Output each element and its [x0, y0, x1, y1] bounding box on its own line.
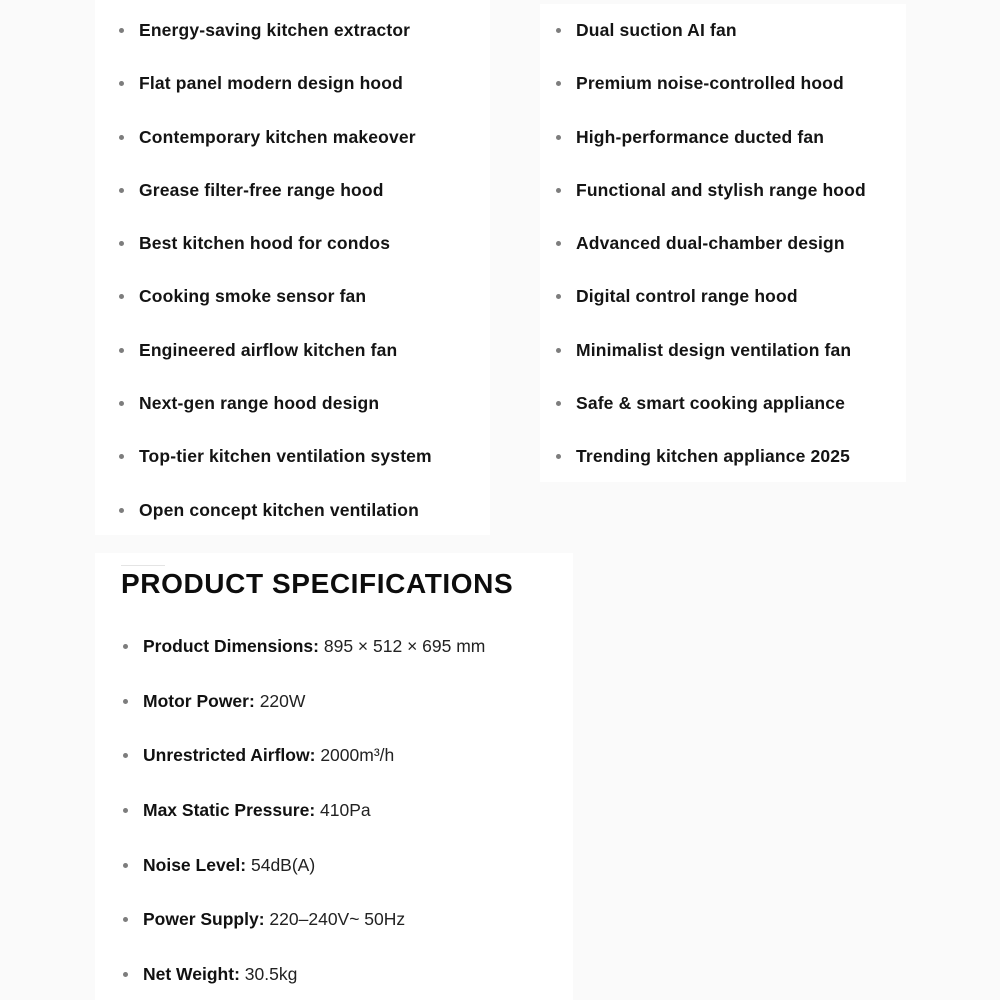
keyword-text: Top-tier kitchen ventilation system — [139, 446, 432, 467]
list-item — [554, 337, 866, 390]
bullet-icon — [123, 808, 128, 813]
spec-list — [121, 633, 485, 1000]
spec-value: 410Pa — [320, 800, 371, 821]
bullet-icon — [119, 294, 124, 299]
keyword-panel-right — [540, 4, 906, 482]
bullet-icon — [119, 348, 124, 353]
bullet-icon — [556, 294, 561, 299]
bullet-icon — [119, 81, 124, 86]
spec-value: 220W — [259, 690, 306, 711]
spec-label: Product Dimensions: — [143, 636, 319, 656]
spec-label: Max Static Pressure: — [143, 800, 316, 821]
spec-item-net-weight — [121, 961, 485, 1000]
keyword-text: Dual suction AI fan — [576, 20, 737, 40]
bullet-icon — [123, 644, 128, 649]
bullet-icon — [556, 28, 561, 33]
spec-item-dimensions — [121, 633, 485, 688]
keyword-text: Premium noise-controlled hood — [576, 73, 844, 94]
bullet-icon — [556, 81, 561, 86]
list-item — [117, 497, 432, 550]
keyword-panel-left — [95, 0, 490, 535]
keyword-text: Safe & smart cooking appliance — [576, 393, 846, 414]
specifications-panel — [95, 553, 573, 1000]
spec-label: Power Supply: — [143, 909, 265, 930]
keyword-text: Digital control range hood — [576, 286, 798, 307]
keyword-text: Advanced dual-chamber design — [576, 233, 845, 254]
spec-label: Unrestricted Airflow: — [143, 745, 316, 766]
list-item — [554, 177, 866, 230]
list-item — [117, 70, 432, 123]
list-item — [554, 17, 866, 70]
list-item — [117, 124, 432, 177]
spec-item-power-supply — [121, 906, 485, 961]
bullet-icon — [556, 348, 561, 353]
keyword-text: Contemporary kitchen makeover — [139, 126, 416, 147]
list-item — [554, 70, 866, 123]
bullet-icon — [556, 135, 561, 140]
list-item — [117, 230, 432, 283]
bullet-icon — [123, 972, 128, 977]
section-title: PRODUCT SPECIFICATIONS — [121, 568, 514, 599]
bullet-icon — [556, 188, 561, 193]
keyword-text: Trending kitchen appliance 2025 — [576, 446, 851, 467]
spec-value: 54dB(A) — [250, 854, 316, 875]
keyword-text: Energy-saving kitchen extractor — [139, 20, 411, 40]
keyword-list-left — [117, 17, 432, 550]
keyword-list-right — [554, 17, 866, 497]
keyword-text: High-performance ducted fan — [576, 126, 825, 147]
list-item — [554, 390, 866, 443]
keyword-text: Grease filter-free range hood — [139, 179, 384, 200]
bullet-icon — [123, 753, 128, 758]
spec-item-motor-power — [121, 688, 485, 743]
list-item — [117, 177, 432, 230]
keyword-text: Best kitchen hood for condos — [139, 233, 391, 254]
list-item — [117, 283, 432, 336]
bullet-icon — [119, 401, 124, 406]
spec-label: Motor Power: — [143, 690, 255, 711]
spec-label: Net Weight: — [143, 964, 240, 985]
bullet-icon — [556, 241, 561, 246]
bullet-icon — [119, 188, 124, 193]
list-item — [117, 443, 432, 496]
spec-item-static-pressure — [121, 797, 485, 852]
list-item — [554, 283, 866, 336]
keyword-text: Minimalist design ventilation fan — [576, 339, 852, 360]
keyword-text: Open concept kitchen ventilation — [139, 499, 419, 520]
keyword-text: Flat panel modern design hood — [139, 73, 403, 94]
bullet-icon — [123, 863, 128, 868]
list-item — [117, 390, 432, 443]
keyword-text: Cooking smoke sensor fan — [139, 286, 367, 307]
spec-label: Noise Level: — [143, 854, 247, 875]
bullet-icon — [119, 241, 124, 246]
bullet-icon — [119, 508, 124, 513]
bullet-icon — [123, 917, 128, 922]
bullet-icon — [119, 135, 124, 140]
bullet-icon — [119, 28, 124, 33]
list-item — [554, 443, 866, 496]
spec-value: 30.5kg — [244, 964, 298, 985]
keyword-text: Engineered airflow kitchen fan — [139, 339, 398, 360]
spec-item-airflow — [121, 742, 485, 797]
keyword-text: Functional and stylish range hood — [576, 179, 866, 200]
spec-value: 895 × 512 × 695 mm — [323, 636, 486, 656]
title-divider — [121, 565, 165, 566]
spec-value: 220–240V~ 50Hz — [269, 909, 406, 930]
spec-item-noise-level — [121, 852, 485, 907]
bullet-icon — [123, 699, 128, 704]
list-item — [117, 337, 432, 390]
bullet-icon — [556, 454, 561, 459]
spec-value: 2000m³/h — [320, 745, 395, 766]
bullet-icon — [119, 454, 124, 459]
list-item — [554, 124, 866, 177]
list-item — [117, 17, 432, 70]
list-item — [554, 230, 866, 283]
bullet-icon — [556, 401, 561, 406]
keyword-text: Next-gen range hood design — [139, 393, 380, 414]
